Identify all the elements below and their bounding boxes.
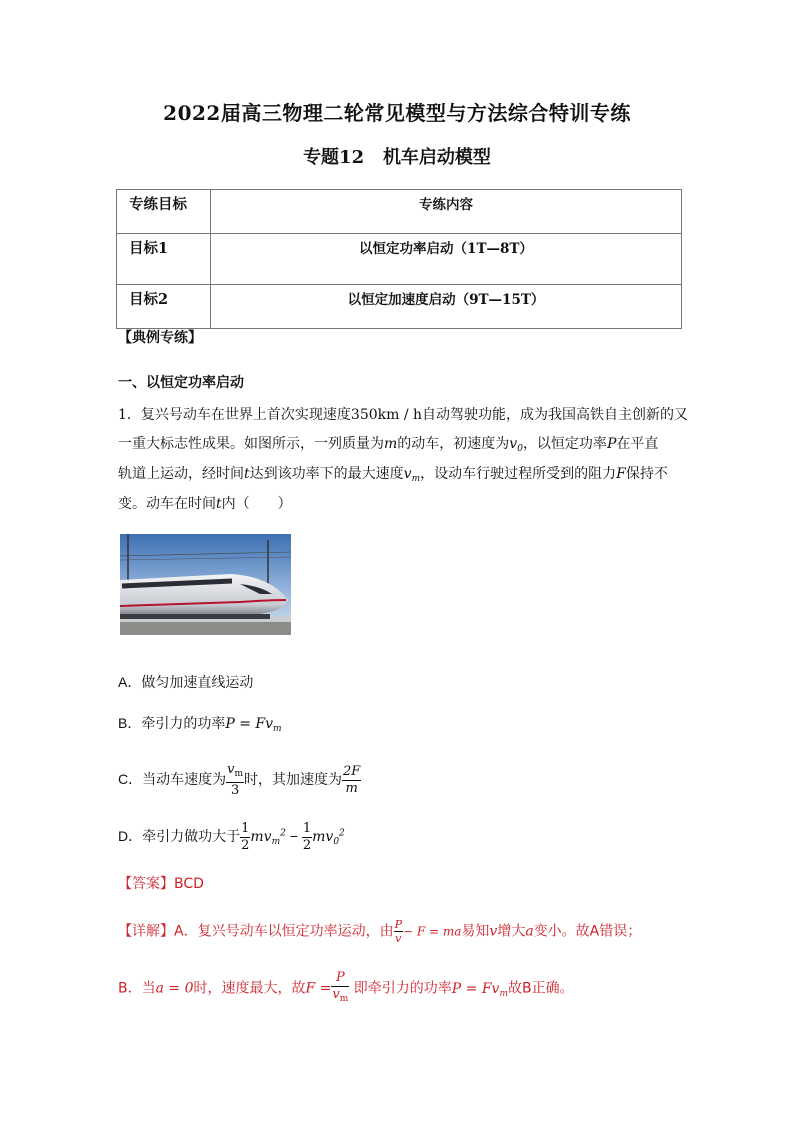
- option-text: 牵引力做功大于: [142, 829, 241, 846]
- symbol-v: v: [489, 923, 498, 940]
- fraction: $\frac{1}{2}$: [241, 821, 250, 853]
- option-text: 时，其加速度为: [244, 772, 343, 789]
- formula: − F = ma: [402, 924, 462, 939]
- question-text: 一重大标志性成果。如图所示，一列质量为: [118, 436, 384, 452]
- formula: $mv_m^2$: [250, 828, 286, 848]
- section-heading: 一、以恒定功率启动: [118, 375, 244, 391]
- goal-cell: 目标2: [117, 285, 211, 329]
- question-text: 轨道上运动，经时间: [118, 466, 244, 482]
- content-cell: 以恒定加速度启动（9T—15T）: [211, 285, 682, 329]
- option-label: B．: [118, 715, 142, 731]
- question-text: 在平直: [616, 436, 659, 452]
- question-number: 1．: [118, 407, 141, 423]
- symbol-vm: $v_m$: [403, 466, 421, 484]
- question-text: ，以恒定功率: [522, 436, 607, 452]
- symbol-a: a: [525, 923, 534, 940]
- detail-text: 当: [141, 980, 156, 997]
- minus-sign: −: [289, 828, 298, 845]
- option-text: 做匀加速直线运动: [141, 675, 254, 691]
- question-text: 自动驾驶功能，成为我国高铁自主创新的又: [422, 407, 689, 423]
- section-tag: 【典例专练】: [118, 330, 202, 346]
- detail-label: A．: [174, 923, 198, 940]
- symbol-v0: $v_0$: [509, 436, 523, 454]
- question-text: 复兴号动车在世界上首次实现速度: [140, 407, 351, 423]
- detail-text: 故B正确。: [508, 980, 574, 997]
- question-line: [118, 433, 658, 454]
- answer-value: BCD: [174, 876, 204, 892]
- fraction: $\frac{v_m}{3}$: [227, 762, 244, 798]
- high-speed-train-photo: [120, 534, 291, 635]
- option-d: [118, 821, 345, 854]
- formula: $mv_0^2$: [312, 828, 345, 848]
- formula: a = 0: [155, 980, 194, 997]
- question-text: 内（ ）: [221, 496, 292, 512]
- question-text: 达到该功率下的最大速度: [249, 466, 404, 482]
- detail-line-b: [118, 970, 574, 1007]
- detail-tag: 【详解】: [118, 923, 174, 940]
- option-c: [118, 762, 361, 799]
- table-row: [117, 234, 682, 285]
- topic-number: 专题12: [303, 147, 365, 168]
- question-text: 保持不: [625, 466, 668, 482]
- detail-text: 增大: [497, 923, 526, 940]
- table-header-row: [117, 190, 682, 234]
- formula: $P = Fv_m$: [225, 716, 282, 734]
- detail-text: 易知: [461, 923, 490, 940]
- detail-text: 即牵引力的功率: [353, 980, 452, 997]
- option-a: [118, 672, 253, 692]
- question-text: ，设动车行驶过程所受到的阻力: [420, 466, 617, 482]
- fraction: $\frac{P}{v_m}$: [332, 970, 349, 1004]
- document-title: 2022届高三物理二轮常见模型与方法综合特训专练: [163, 101, 631, 125]
- question-text: 的动车，初速度为: [397, 436, 510, 452]
- symbol-m: m: [384, 436, 398, 452]
- fraction: $\frac{P}{v}$: [394, 918, 402, 945]
- speed-value: 350km / h: [350, 407, 423, 423]
- answer-tag: 【答案】: [118, 876, 174, 892]
- option-text: 当动车速度为: [142, 772, 227, 789]
- detail-text: 变小。故A错误；: [533, 923, 642, 940]
- goals-table: [116, 189, 682, 329]
- option-b: [118, 713, 282, 734]
- detail-label: B．: [118, 980, 142, 997]
- option-label: C．: [118, 771, 143, 788]
- table-header-content: 专练内容: [211, 190, 682, 234]
- fraction: $\frac{2F}{m}$: [343, 764, 361, 796]
- answer-line: [118, 873, 204, 893]
- question-line: [118, 404, 688, 424]
- detail-text: 时，速度最大，故: [193, 980, 306, 997]
- option-text: 牵引力的功率: [141, 716, 226, 732]
- option-label: A．: [118, 674, 142, 690]
- formula: F =: [305, 980, 332, 997]
- formula: $P = Fv_m$: [451, 980, 508, 999]
- table-header-goal: 专练目标: [117, 190, 211, 234]
- detail-line-a: [118, 918, 641, 945]
- question-line: [118, 463, 668, 484]
- question-line: [118, 493, 292, 513]
- topic-title: [0, 143, 794, 169]
- symbol-t: t: [244, 466, 250, 482]
- symbol-t: t: [216, 496, 222, 512]
- symbol-P: P: [606, 436, 617, 452]
- fraction: $\frac{1}{2}$: [302, 821, 312, 853]
- symbol-F: F: [616, 466, 626, 482]
- detail-text: 复兴号动车以恒定功率运动，由: [197, 923, 394, 940]
- topic-name: 机车启动模型: [382, 147, 491, 168]
- option-label: D．: [118, 828, 143, 845]
- goal-cell: 目标1: [117, 234, 211, 285]
- content-cell: 以恒定功率启动（1T—8T）: [211, 234, 682, 285]
- question-text: 变。动车在时间: [118, 496, 216, 512]
- table-row: [117, 285, 682, 329]
